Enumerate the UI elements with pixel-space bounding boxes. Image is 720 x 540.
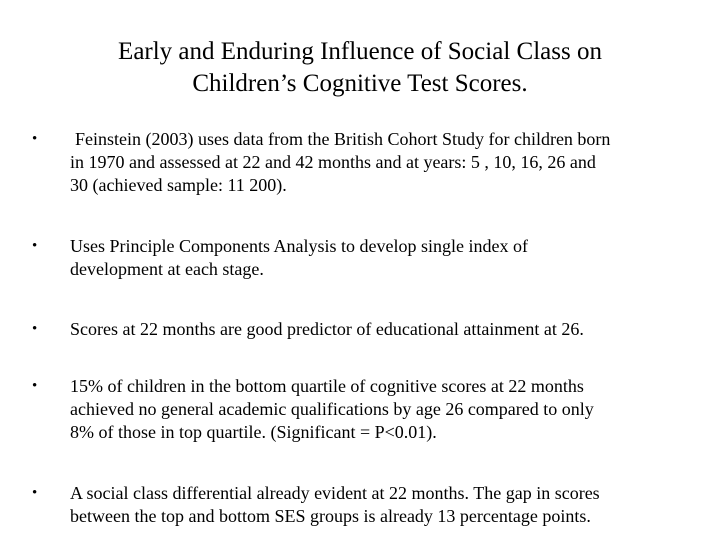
slide-title-line-1: Early and Enduring Influence of Social Class on — [118, 38, 602, 65]
slide-title-line-2: Children’s Cognitive Test Scores. — [192, 70, 528, 97]
bullet-icon: • — [32, 131, 38, 147]
bullet-item — [32, 482, 692, 528]
bullet-text: Uses Principle Components Analysis to develop single index of development at each stage. — [70, 236, 528, 279]
bullet-item — [32, 375, 692, 444]
bullet-icon: • — [32, 238, 38, 254]
bullet-text: 15% of children in the bottom quartile of cognitive scores at 22 months achieved no general academic qualifications by age 26 compared to only 8% of those in top quartile. (Significant = P<0.01). — [70, 376, 594, 442]
bullet-text: A social class differential already evident at 22 months. The gap in scores between the top and bottom SES groups is already 13 percentage points. — [70, 483, 600, 526]
bullet-text: Scores at 22 months are good predictor of educational attainment at 26. — [70, 319, 584, 339]
bullet-icon: • — [32, 485, 38, 501]
bullet-icon: • — [32, 321, 38, 337]
bullet-icon: • — [32, 378, 38, 394]
bullet-text: Feinstein (2003) uses data from the British Cohort Study for children born in 1970 and assessed at 22 and 42 months and at years: 5 , 10, 16, 26 and 30 (achieved sample: 11 200). — [70, 129, 611, 195]
bullet-item — [32, 235, 692, 281]
bullet-item — [32, 318, 692, 341]
bullet-item — [32, 128, 692, 197]
